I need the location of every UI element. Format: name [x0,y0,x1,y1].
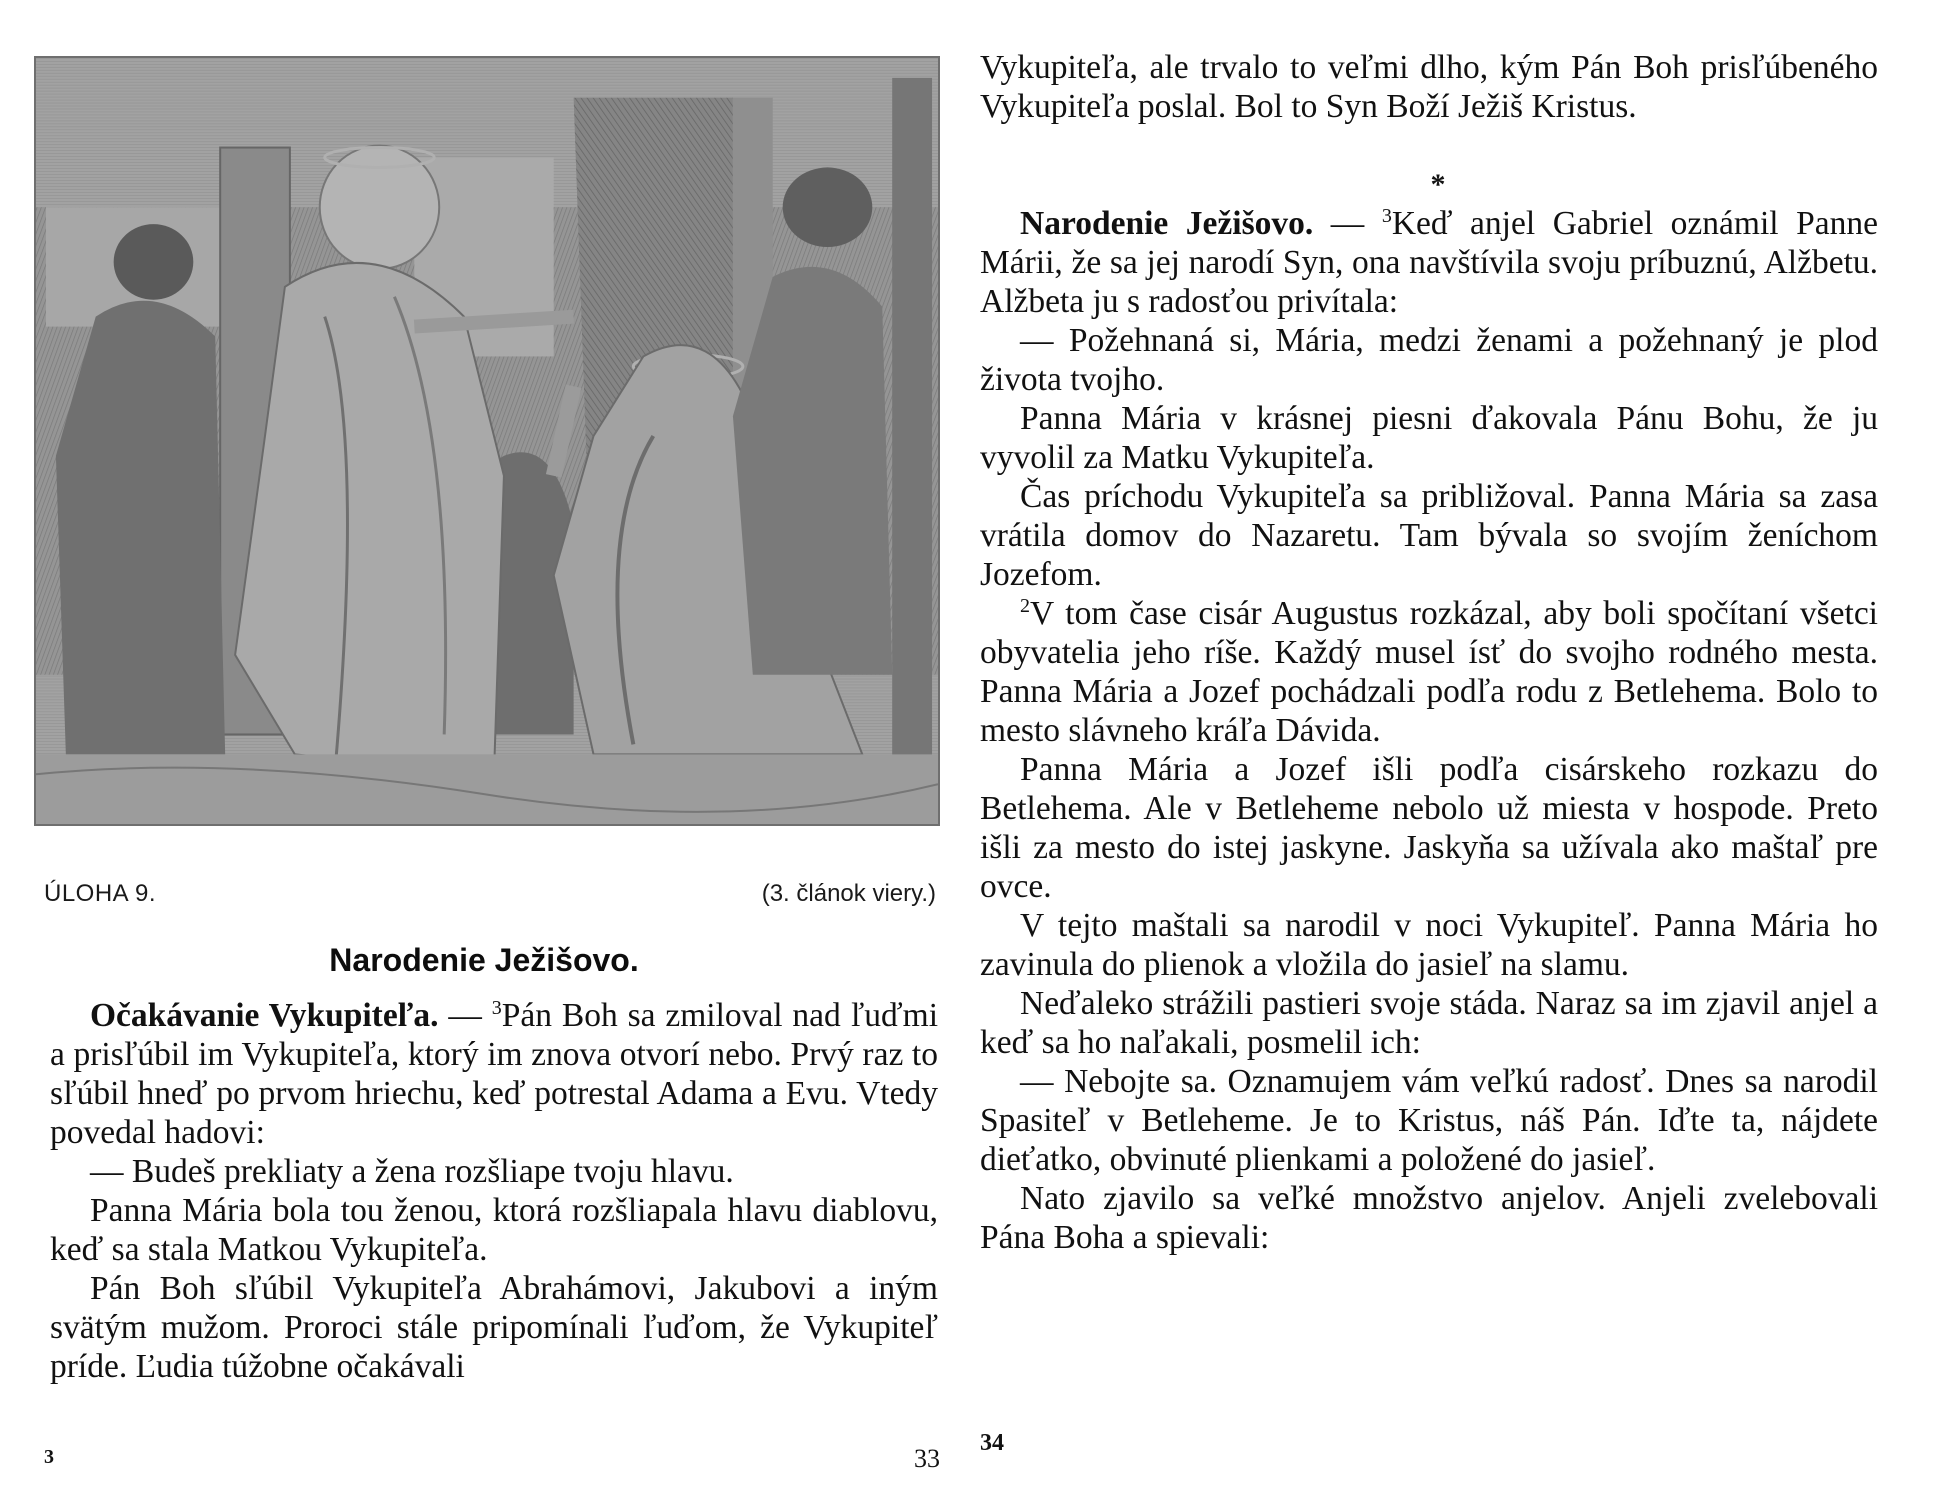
right-page [968,0,1936,1500]
continuation-paragraph: Vykupiteľa, ale trvalo to veľmi dlho, kým Pán Boh prisľúbeného Vykupiteľa poslal. Bol to Syn Boží Ježiš Kristus. [980,49,1878,125]
quote-paragraph: — Budeš prekliaty a žena rozšliape tvoju hlavu. [90,1153,734,1190]
paragraph: V tejto maštali sa narodil v noci Vykupiteľ. Panna Mária ho zavinula do plienok a vložila do jasieľ na slamu. [980,907,1878,983]
verse-marker: 3 [1381,205,1392,227]
left-body-text [50,996,938,1386]
lesson-label: ÚLOHA 9. [44,880,157,907]
paragraph: Čas príchodu Vykupiteľa sa približoval. Panna Mária sa zasa vrátila domov do Nazaretu. Tam bývala so svojím ženíchom Jozefom. [980,478,1878,593]
illustration-icon [36,58,938,824]
section-heading: Narodenie Ježišovo. [1020,205,1314,242]
article-label: (3. článok viery.) [761,880,936,907]
engraving-illustration [34,56,940,826]
right-body-text [980,48,1878,1257]
signature-mark: 3 [44,1446,54,1468]
paragraph: Narodenie Ježišovo. — $^3$Keď anjel Gabriel oznámil Panne Márii, že sa jej narodí Syn, ona navštívila svoju príbuznú, Alžbetu. Alžbeta ju s radosťou privítala: [980,205,1878,320]
chapter-title: Narodenie Ježišovo. [329,942,639,978]
paragraph: Pán Boh sľúbil Vykupiteľa Abrahámovi, Jakubovi a iným svätým mužom. Proroci stále pripomínali ľuďom, že Vykupiteľ príde. Ľudia túžobne očakávali [50,1270,938,1385]
paragraph: Očakávanie Vykupiteľa. — $^3$Pán Boh sa zmiloval nad ľuďmi a prisľúbil im Vykupiteľa, ktorý im znova otvorí nebo. Prvý raz to sľúbil hneď po prvom hriechu, keď potrestal Adama a Evu. Vtedy povedal hadovi: [50,997,939,1151]
quote-paragraph: — Požehnaná si, Mária, medzi ženami a požehnaný je plod života tvojho. [980,322,1878,398]
paragraph: $^2$V tom čase cisár Augustus rozkázal, aby boli spočítaní všetci obyvatelia jeho ríše. Každý musel ísť do svojho rodného mesta. Panna Mária a Jozef pochádzali podľa rodu z Betlehema. Bolo to mesto slávneho kráľa Dávida. [980,595,1878,749]
page-number-left: 33 [914,1444,940,1473]
verse-marker: 2 [1020,595,1030,617]
page-number-right: 34 [980,1430,1004,1456]
verse-marker: 3 [491,997,502,1019]
asterisk-separator: * [1430,168,1446,201]
paragraph: Neďaleko strážili pastieri svoje stáda. Naraz sa im zjavil anjel a keď sa ho naľakali, posmelil ich: [980,985,1878,1061]
paragraph: Panna Mária bola tou ženou, ktorá rozšliapala hlavu diablovu, keď sa stala Matkou Vykupiteľa. [50,1192,938,1268]
paragraph: Nato zjavilo sa veľké množstvo anjelov. Anjeli zvelebovali Pána Boha a spievali: [980,1180,1878,1256]
quote-paragraph: — Nebojte sa. Oznamujem vám veľkú radosť. Dnes sa narodil Spasiteľ v Betleheme. Je to Kristus, náš Pán. Iďte ta, nájdete dieťatko, obvinuté plienkami a položené do jasieľ. [980,1063,1878,1178]
paragraph: Panna Mária a Jozef išli podľa cisárskeho rozkazu do Betlehema. Ale v Betleheme nebolo už miesta v hospode. Preto išli za mesto do istej jaskyne. Jaskyňa sa užívala ako maštaľ pre ovce. [980,751,1878,905]
paragraph: Panna Mária v krásnej piesni ďakovala Pánu Bohu, že ju vyvolil za Matku Vykupiteľa. [980,400,1878,476]
section-heading: Očakávanie Vykupiteľa. [90,997,439,1034]
